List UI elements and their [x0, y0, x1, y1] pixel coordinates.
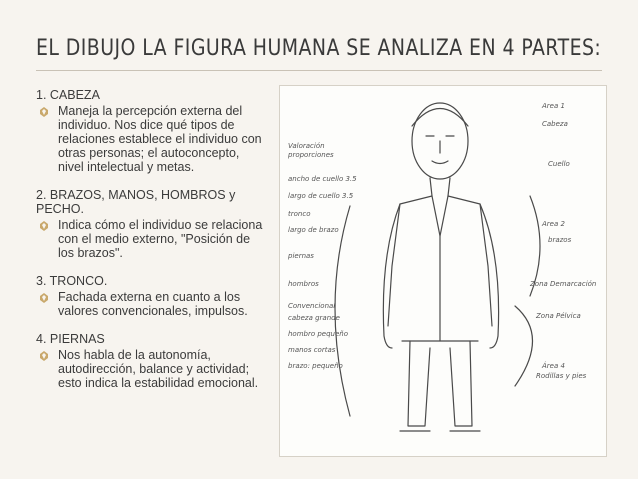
- section-heading: 4. PIERNAS: [36, 332, 105, 346]
- svg-text:brazo: pequeño: brazo: pequeño: [288, 362, 343, 370]
- svg-text:manos cortas: manos cortas: [288, 346, 336, 354]
- svg-text:Rodillas y pies: Rodillas y pies: [536, 372, 587, 380]
- svg-text:Área 4: Área 4: [542, 362, 565, 370]
- bullet-item: [36, 104, 268, 174]
- section-cabeza: [36, 88, 268, 174]
- svg-text:Zona Demarcación: Zona Demarcación: [530, 280, 597, 288]
- bullet-item: [36, 218, 268, 260]
- bullet-text: Indica cómo el individuo se relaciona con el medio externo, "Posición de los brazos".: [58, 218, 263, 260]
- section-heading: 2. BRAZOS, MANOS, HOMBROS y PECHO.: [36, 188, 236, 216]
- svg-text:Convencional: Convencional: [288, 302, 336, 310]
- bullet-icon: [36, 104, 58, 118]
- svg-text:tronco: tronco: [288, 210, 311, 218]
- bullet-item: [36, 290, 268, 318]
- svg-text:Area 1: Area 1: [542, 102, 565, 110]
- section-tronco: [36, 274, 268, 318]
- svg-text:Cabeza: Cabeza: [542, 120, 568, 128]
- section-piernas: [36, 332, 268, 390]
- section-heading: 3. TRONCO.: [36, 274, 108, 288]
- svg-text:brazos: brazos: [548, 236, 572, 244]
- title-divider: [36, 70, 602, 71]
- svg-text:cabeza grande: cabeza grande: [288, 314, 340, 322]
- bullet-text: Nos habla de la autonomía, autodirección, balance y actividad; esto indica la estabilidad emocional.: [58, 348, 259, 390]
- svg-text:ancho de cuello 3.5: ancho de cuello 3.5: [288, 175, 357, 183]
- content-list: [36, 88, 268, 404]
- svg-text:piernas: piernas: [288, 252, 314, 260]
- bullet-icon: [36, 290, 58, 304]
- bullet-text: Maneja la percepción externa del individuo. Nos dice qué tipos de relaciones establece el individuo con otras personas; el autoconcepto, nivel intelectual y metas.: [58, 104, 262, 174]
- svg-text:largo de cuello 3.5: largo de cuello 3.5: [288, 192, 354, 200]
- section-brazos: [36, 188, 268, 260]
- slide-title: EL DIBUJO LA FIGURA HUMANA SE ANALIZA EN 4 PARTES:: [36, 36, 602, 61]
- section-heading: 1. CABEZA: [36, 88, 100, 102]
- bullet-text: Fachada externa en cuanto a los valores convencionales, impulsos.: [58, 290, 248, 318]
- bullet-icon: [36, 348, 58, 362]
- svg-text:Area 2: Area 2: [542, 220, 565, 228]
- svg-text:largo de brazo: largo de brazo: [288, 226, 339, 234]
- svg-text:Zona Pélvica: Zona Pélvica: [536, 312, 581, 320]
- svg-text:Valoración: Valoración: [288, 142, 325, 150]
- bullet-item: [36, 348, 268, 390]
- svg-text:hombros: hombros: [288, 280, 319, 288]
- svg-text:Cuello: Cuello: [548, 160, 570, 168]
- svg-text:proporciones: proporciones: [288, 151, 334, 159]
- figure-sketch: [280, 86, 606, 456]
- human-figure-drawing: [280, 86, 606, 456]
- svg-text:hombro pequeño: hombro pequeño: [288, 330, 349, 338]
- bullet-icon: [36, 218, 58, 232]
